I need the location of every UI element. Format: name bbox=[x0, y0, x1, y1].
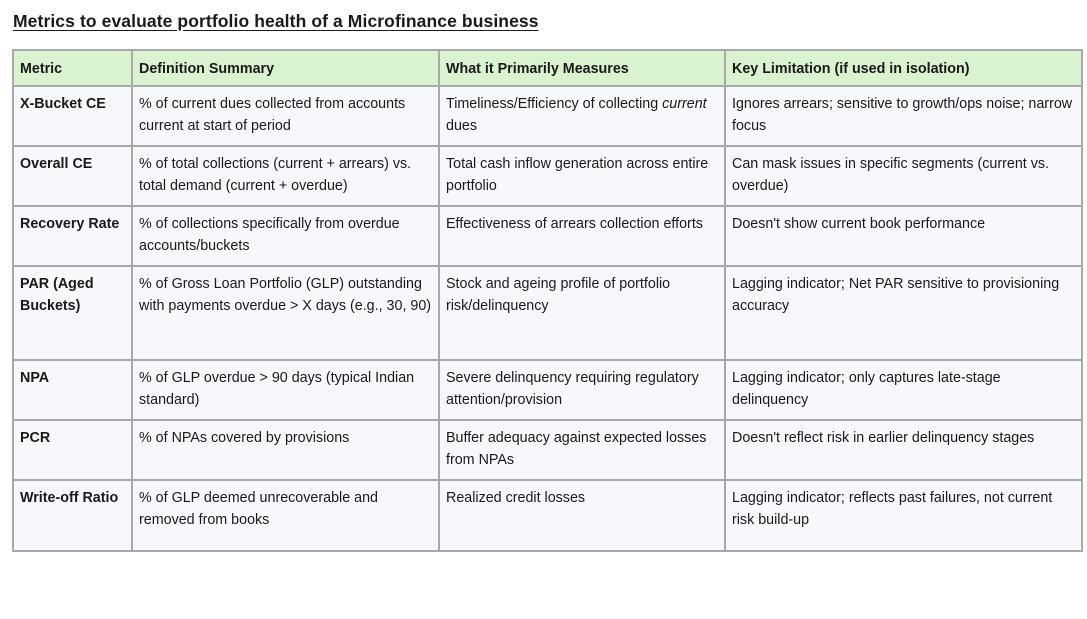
metric-cell: NPA bbox=[13, 360, 132, 420]
measures-cell: Severe delinquency requiring regulatory attention/provision bbox=[439, 360, 725, 420]
measures-emphasis: current bbox=[662, 96, 707, 112]
metrics-table bbox=[12, 49, 1083, 552]
limitation-cell: Can mask issues in specific segments (current vs. overdue) bbox=[725, 146, 1082, 206]
table-row bbox=[13, 266, 1082, 360]
table-row bbox=[13, 86, 1082, 146]
column-header-metric: Metric bbox=[13, 50, 132, 86]
metric-cell: PAR (Aged Buckets) bbox=[13, 266, 132, 360]
limitation-cell: Doesn't show current book performance bbox=[725, 206, 1082, 266]
measures-cell: Realized credit losses bbox=[439, 480, 725, 551]
table-row bbox=[13, 420, 1082, 480]
definition-cell: % of collections specifically from overdue accounts/buckets bbox=[132, 206, 439, 266]
definition-cell: % of Gross Loan Portfolio (GLP) outstanding with payments overdue > X days (e.g., 30, 90) bbox=[132, 266, 439, 360]
table-header-row bbox=[13, 50, 1082, 86]
definition-cell: % of GLP overdue > 90 days (typical Indian standard) bbox=[132, 360, 439, 420]
limitation-cell: Doesn't reflect risk in earlier delinquency stages bbox=[725, 420, 1082, 480]
table-row bbox=[13, 360, 1082, 420]
table-row bbox=[13, 480, 1082, 551]
column-header-limitation: Key Limitation (if used in isolation) bbox=[725, 50, 1082, 86]
table-row bbox=[13, 206, 1082, 266]
metric-cell: Recovery Rate bbox=[13, 206, 132, 266]
measures-cell bbox=[439, 86, 725, 146]
definition-cell: % of NPAs covered by provisions bbox=[132, 420, 439, 480]
measures-cell: Stock and ageing profile of portfolio risk/delinquency bbox=[439, 266, 725, 360]
limitation-cell: Ignores arrears; sensitive to growth/ops noise; narrow focus bbox=[725, 86, 1082, 146]
measures-text: dues bbox=[446, 118, 478, 134]
measures-cell: Effectiveness of arrears collection efforts bbox=[439, 206, 725, 266]
measures-cell: Total cash inflow generation across entire portfolio bbox=[439, 146, 725, 206]
metric-cell: PCR bbox=[13, 420, 132, 480]
limitation-cell: Lagging indicator; reflects past failures, not current risk build-up bbox=[725, 480, 1082, 551]
metric-cell: Write-off Ratio bbox=[13, 480, 132, 551]
limitation-cell: Lagging indicator; only captures late-stage delinquency bbox=[725, 360, 1082, 420]
limitation-cell: Lagging indicator; Net PAR sensitive to provisioning accuracy bbox=[725, 266, 1082, 360]
definition-cell: % of current dues collected from accounts current at start of period bbox=[132, 86, 439, 146]
page-title: Metrics to evaluate portfolio health of a Microfinance business bbox=[13, 11, 539, 31]
column-header-definition: Definition Summary bbox=[132, 50, 439, 86]
measures-text: Timeliness/Efficiency of collecting bbox=[446, 96, 663, 112]
column-header-measures: What it Primarily Measures bbox=[439, 50, 725, 86]
table-row bbox=[13, 146, 1082, 206]
metric-cell: Overall CE bbox=[13, 146, 132, 206]
measures-cell: Buffer adequacy against expected losses from NPAs bbox=[439, 420, 725, 480]
definition-cell: % of total collections (current + arrears) vs. total demand (current + overdue) bbox=[132, 146, 439, 206]
metric-cell: X-Bucket CE bbox=[13, 86, 132, 146]
definition-cell: % of GLP deemed unrecoverable and removed from books bbox=[132, 480, 439, 551]
